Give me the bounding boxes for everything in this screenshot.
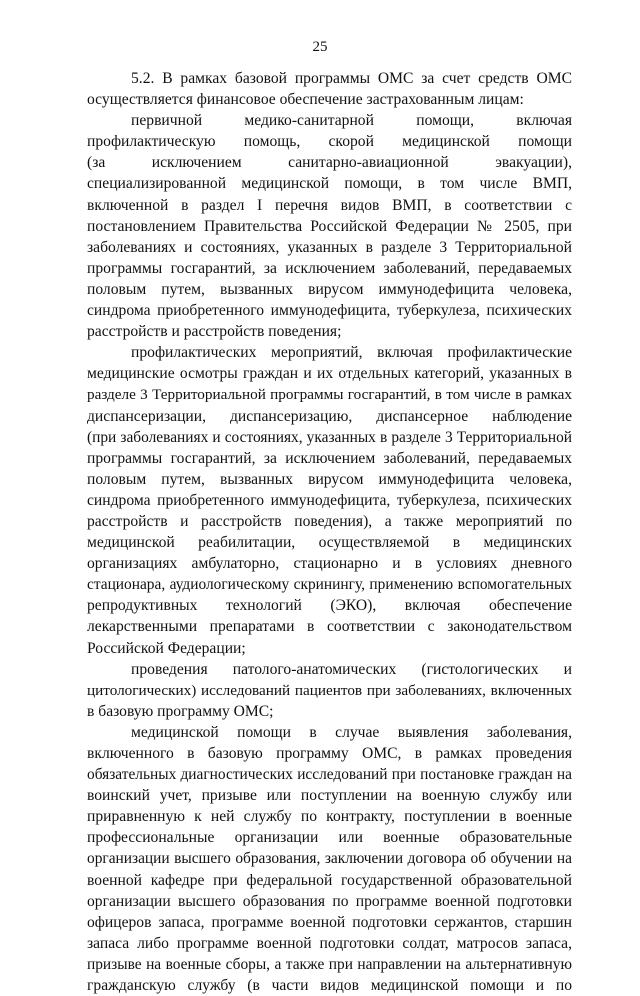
text-line: программы госгарантий, за исключением заболеваний, передаваемых — [87, 259, 572, 277]
text-line: медицинские осмотры граждан и их отдельных категорий, указанных в — [87, 365, 572, 383]
text-line: профессиональные организации или военные образовательные — [87, 829, 572, 847]
text-line: половым путем, вызванных вирусом иммунодефицита человека, — [87, 470, 572, 488]
text-line: включенного в базовую программу ОМС, в рамках проведения — [87, 745, 572, 762]
text-line: расстройств и расстройств поведения; — [87, 323, 342, 341]
text-line: организации высшего образования по программе военной подготовки — [87, 892, 572, 910]
text-line: обязательных диагностических исследований при постановке граждан на — [87, 766, 572, 784]
text-line: медицинской помощи в случае выявления заболевания, — [131, 723, 572, 741]
text-line: включенной в раздел I перечня видов ВМП, в соответствии с — [87, 196, 572, 214]
text-line: медицинской реабилитации, осуществляемой в медицинских — [87, 534, 572, 552]
text-line: призыве на военные сборы, а также при направлении на альтернативную — [87, 955, 572, 973]
text-line: расстройств и расстройств поведения), а также мероприятий по — [87, 512, 572, 530]
text-line: организациях амбулаторно, стационарно и в условиях дневного — [87, 555, 572, 573]
text-line: (за исключением санитарно-авиационной эвакуации), — [87, 154, 572, 172]
text-line: специализированной медицинской помощи, в том числе ВМП, — [87, 175, 572, 193]
text-line: профилактических мероприятий, включая профилактические — [131, 344, 572, 362]
document-body — [87, 68, 572, 996]
text-line: постановлением Правительства Российской Федерации № 2505, при — [87, 217, 572, 235]
text-line: (при заболеваниях и состояниях, указанных в разделе 3 Территориальной — [87, 428, 572, 446]
text-line: синдрома приобретенного иммунодефицита, туберкулеза, психических — [87, 302, 572, 320]
text-line: гражданскую службу (в части видов медицинской помощи и по — [87, 977, 572, 995]
text-line: первичной медико-санитарной помощи, включая — [131, 112, 572, 130]
text-line: приравненную к ней службу по контракту, поступлении в военные — [87, 808, 572, 826]
text-line: разделе 3 Территориальной программы госгарантий, в том числе в рамках — [87, 386, 572, 404]
text-line: Российской Федерации; — [87, 639, 246, 657]
text-line: синдрома приобретенного иммунодефицита, туберкулеза, психических — [87, 491, 572, 509]
text-line: лекарственными препаратами в соответствии с законодательством — [87, 618, 572, 636]
page-number: 25 — [312, 39, 328, 55]
text-line: проведения патолого-анатомических (гистологических и — [131, 660, 572, 678]
text-line: 5.2. В рамках базовой программы ОМС за счет средств ОМС — [131, 70, 572, 87]
text-line: стационара, аудиологическому скринингу, применению вспомогательных — [87, 576, 572, 594]
text-line: диспансеризации, диспансеризацию, диспансерное наблюдение — [87, 407, 572, 425]
text-line: программы госгарантий, за исключением заболеваний, передаваемых — [87, 449, 572, 467]
text-line: профилактическую помощь, скорой медицинской помощи — [87, 133, 572, 151]
text-line: половым путем, вызванных вирусом иммунодефицита человека, — [87, 280, 572, 298]
text-line: в базовую программу ОМС; — [87, 702, 274, 720]
text-line: военной кафедре при федеральной государственной образовательной — [87, 871, 572, 889]
text-line: цитологических) исследований пациентов при заболеваниях, включенных — [87, 681, 572, 699]
text-line: офицеров запаса, программе военной подготовки сержантов, старшин — [87, 913, 572, 931]
text-line: осуществляется финансовое обеспечение застрахованным лицам: — [87, 91, 524, 109]
text-line: запаса либо программе военной подготовки солдат, матросов запаса, — [87, 934, 572, 952]
text-line: воинский учет, призыве или поступлении на военную службу или — [87, 787, 572, 805]
text-line: репродуктивных технологий (ЭКО), включая обеспечение — [87, 597, 572, 615]
text-line: заболеваниях и состояниях, указанных в разделе 3 Территориальной — [87, 238, 572, 256]
text-line: организации высшего образования, заключении договора об обучении на — [87, 850, 572, 868]
